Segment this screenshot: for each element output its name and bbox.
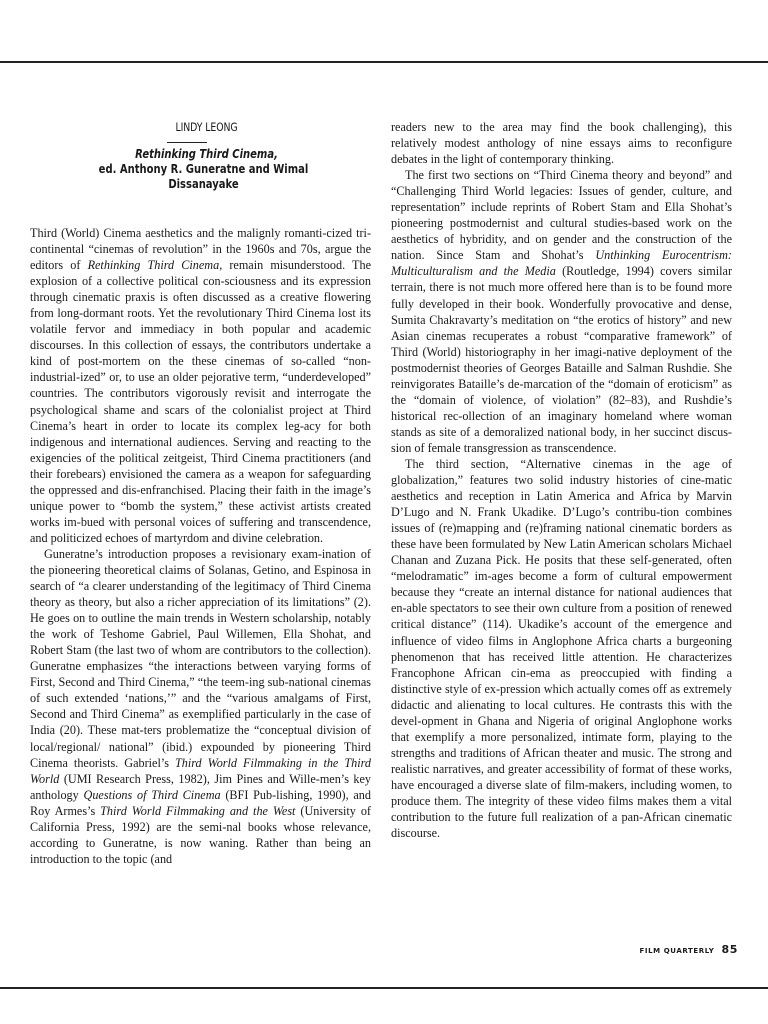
left-column	[30, 119, 371, 867]
journal-name: FILM QUARTERLY	[639, 947, 715, 955]
right-column	[391, 119, 732, 841]
book-editors: ed. Anthony R. Guneratne and Wimal Dissanayake	[98, 162, 309, 191]
italic-title: Rethinking Third Cinema	[87, 258, 220, 273]
author-byline: LINDY LEONG	[175, 120, 238, 134]
book-title: Rethinking Third Cinema,	[135, 147, 278, 161]
italic-title: Questions of Third Cinema	[83, 787, 221, 802]
italic-title: Unthinking Eurocentrism: Multiculturalism and the Media	[391, 248, 732, 279]
italic-title: Third World Filmmaking in the Third World	[30, 755, 371, 786]
italic-title: Third World Filmmaking and the West	[100, 803, 296, 818]
page-number: 85	[721, 943, 738, 956]
paragraph: readers new to the area may find the book challenging), this relatively modest anthology of nine essays aims to reconfigure debates in the light of contemporary thinking.	[391, 120, 732, 167]
paragraph: The first two sections on “Third Cinema theory and beyond” and “Challenging Third World legacies: Issues of gender, culture, and representation” include reprints of Robert Stam and Ella Shohat’s pioneering postmodernist and cultural studies-based work on the aesthetics of hybridity, and on gender and the construction of the nation. Since Stam and Shohat’s Unthinking Eurocentrism: Multiculturalism and the Media (Routledge, 1994) covers similar terrain, there is not much more offered here than is to be found more fully developed in their book. Wonderfully provocative and dense, Sumita Chakravarty’s meditation on “the erotics of history” and new Asian cinemas recuperates a robust “comparative framework” of Third (World) historiography in her imagi-native deployment of the postmodernist theories of Georges Bataille and Salman Rushdie. She reinvigorates Bataille’s de-marcation of the “domain of eroticism” as the “domain of violence, of violation” (82–83), and Rushdie’s historical rec-ollection of an imaginary homeland where woman stands as site of a demoralized national body, in her succinct discus-sion of female transgression as transcendence.	[391, 168, 733, 455]
paragraph: The third section, “Alternative cinemas in the age of globalization,” features two solid industry histories of cine-matic aesthetics and reception in Latin America and Africa by Marvin D’Lugo and N. Frank Ukadike. D’Lugo’s contribu-tion combines issues of (re)mapping and (re)framing national cinematic borders as these have been formulated by New Latin American scholars Michael Chanan and Zuzana Pick. He posits that these self-generated, often “melodramatic” im-ages become a form of cultural empowerment because they “create an internal distance for national audiences that en-able spectators to see their own culture from a position of renewed critical distance” (114). Ukadike’s account of the emergence and influence of video films in Anglophone Africa charts a burgeoning phenomenon that has received little attention. He characterizes Francophone African cin-ema as preoccupied with finding a distinctive style of ex-pression which actually comes off as extremely didactic and alienating to local cultures. He contrasts this with the devel-opment in Ghana and Nigeria of original Anglophone works that exemplify a more personalized, intimate form, playing to the strengths and traditions of African theater and music. The strong and realistic narratives, and greater accessibility of format of these works, have encouraged a diverse slate of film-makers, including women, to produce them. The integrity of these video films makes them a vital contribution to the future full realization of a pan-African cinematic discourse.	[391, 456, 732, 841]
top-rule	[0, 61, 768, 63]
bottom-rule	[0, 987, 768, 989]
paragraph: Third (World) Cinema aesthetics and the malignly romanti-cized tri-continental “cinemas of revolution” in the 1960s and 70s, argue the editors of Rethinking Third Cinema, remain misunderstood. The explosion of a collective political con-sciousness and its expression through cinematic praxis is often discussed as a creative flowering from long-dormant roots. Yet the revolutionary Third Cinema lost its volatile fervor and immediacy in both popular and academic discourses. In this collection of essays, the contributors undertake a kind of post-mortem on the these cinemas of so-called “non-industrial-ized” or, to use an older pejorative term, “underdeveloped” countries. The contributors vigorously revisit and interrogate the psychological shame and scars of the colonialist project at Third Cinema’s heart in order to locate its complex leg-acy for both indigenous and international audiences. Serving and reacting to the exigencies of the political zeitgeist, Third Cinema practitioners (and their forebears) envisioned the camera as a weapon for safeguarding the oppressed and dis-enfranchised. Placing their faith in the image’s unique power to “bomb the system,” these activist artists created works im-bued with personal voices of suffering and transcendence, and politicized echoes of martyrdom and divine celebration.	[30, 226, 371, 545]
paragraph: Guneratne’s introduction proposes a revisionary exam-ination of the pioneering theoretical claims of Solanas, Getino, and Espinosa in search of “a clearer understanding of the legitimacy of Third Cinema theory as theory, but also a richer appreciation of its limitations” (2). He goes on to outline the main trends in Western scholarship, notably the work of Teshome Gabriel, Paul Willemen, Ella Shohat, and Robert Stam (the last two of whom are contributors to the collection). Guneratne emphasizes “the interactions between varying forms of First, Second and Third Cinema,” “the teem-ing sub-national cinemas of such extended ‘nations,’” and the “various amalgams of First, Second and Third Cinema” as exemplified particularly in the case of India (20). These mat-ters problematize the “conceptual division of local/regional/ national” (ibid.) expounded by pioneering Third Cinema theorists. Gabriel’s Third World Filmmaking in the Third World (UMI Research Press, 1982), Jim Pines and Wille-men’s key anthology Questions of Third Cinema (BFI Pub-lishing, 1990), and Roy Armes’s Third World Filmmaking and the West (University of California Press, 1992) are the semi-nal books whose relevance, according to Guneratne, is now waning. Rather than being an introduction to the topic (and	[30, 546, 371, 866]
page-footer	[639, 944, 738, 957]
byline-rule	[167, 142, 207, 143]
